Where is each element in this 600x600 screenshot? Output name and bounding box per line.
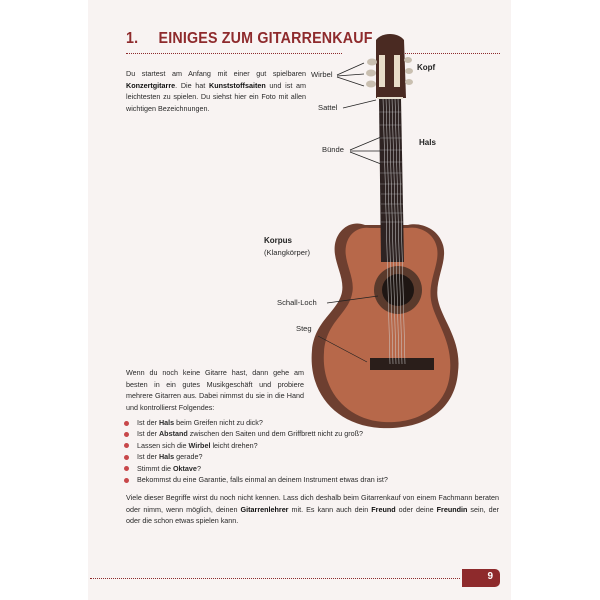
bold-term: Konzertgitarre: [126, 80, 176, 90]
text-run: leicht drehen?: [210, 440, 258, 450]
checklist-item: [122, 474, 388, 485]
text-run: zwischen den Saiten und dem Griffbrett nicht zu groß?: [187, 429, 363, 439]
text-run: ?: [196, 463, 201, 473]
nut: [377, 97, 403, 99]
text-run: Ist der: [137, 452, 159, 462]
checklist-item: [122, 417, 388, 428]
text-run: Ist der: [137, 418, 159, 427]
text-run: . Die hat: [175, 80, 210, 90]
page-number: 9: [487, 571, 493, 582]
label-klangkoerper: (Klangkörper): [264, 248, 311, 257]
label-kopf: Kopf: [417, 63, 436, 72]
bold-term: Gitarrenlehrer: [240, 504, 289, 514]
text-run: und ist am leichtesten zu spielen. Du siehst hier ein Foto mit allen wichtigen Bezeichnungen.: [126, 80, 307, 113]
text-run: mit. Es kann auch dein: [288, 504, 372, 514]
text-run: gerade?: [174, 452, 203, 462]
bold-term: Hals: [158, 418, 175, 427]
bold-term: Freund: [371, 504, 396, 514]
bold-term: Hals: [158, 452, 175, 462]
bold-term: Abstand: [158, 429, 188, 439]
text-run: oder deine: [395, 504, 437, 514]
footer-dotted-rule: [90, 578, 460, 579]
label-steg: Steg: [296, 324, 312, 333]
label-sattel: Sattel: [318, 103, 338, 112]
text-run: Lassen sich die: [137, 440, 189, 450]
text-run: Stimmt die: [137, 463, 173, 473]
bold-term: Kunststoffsaiten: [209, 80, 266, 90]
bold-term: Oktave: [172, 463, 197, 473]
text-run: beim Greifen nicht zu dick?: [174, 418, 263, 427]
text-run: Du startest am Anfang mit einer gut spielbaren: [126, 69, 306, 78]
checklist-item: [122, 428, 388, 439]
checklist-item: [122, 440, 388, 451]
checklist-item: [122, 451, 388, 462]
label-schall-loch: Schall-Loch: [277, 298, 317, 307]
soundhole: [382, 274, 414, 306]
label-korpus: Korpus: [264, 236, 292, 245]
text-run: Ist der: [137, 429, 159, 439]
text-run: Viele dieser Begriffe wirst du noch nicht kennen. Lass dich deshalb beim Gitarrenkauf von einem Fachmann beraten oder nimm, wenn möglich, deinen: [126, 493, 499, 514]
label-hals: Hals: [419, 138, 436, 147]
section-number: 1.: [126, 30, 139, 47]
head-slot-left: [379, 55, 385, 87]
text-run: sein, der oder die schon etwas spielen kann.: [126, 504, 499, 525]
advice-paragraph: Wenn du noch keine Gitarre hast, dann gehe am besten in ein gutes Musikgeschäft und probiere mehrere Gitarren aus. Dabei nimmst du sie in die Hand und kontrollierst Folgendes:: [126, 368, 304, 412]
checklist-item: [122, 463, 388, 474]
label-buende: Bünde: [322, 145, 344, 154]
bold-term: Freundin: [436, 504, 468, 514]
text-run: Bekommst du eine Garantie, falls einmal an deinem Instrument etwas dran ist?: [137, 475, 388, 485]
checklist: [122, 417, 388, 485]
page-number-badge: [462, 569, 500, 587]
bold-term: Wirbel: [188, 440, 211, 450]
closing-paragraph: [126, 492, 499, 527]
head-slot-right: [394, 55, 400, 87]
section-title-text: EINIGES ZUM GITARRENKAUF: [158, 30, 373, 47]
label-wirbel: Wirbel: [311, 70, 333, 79]
